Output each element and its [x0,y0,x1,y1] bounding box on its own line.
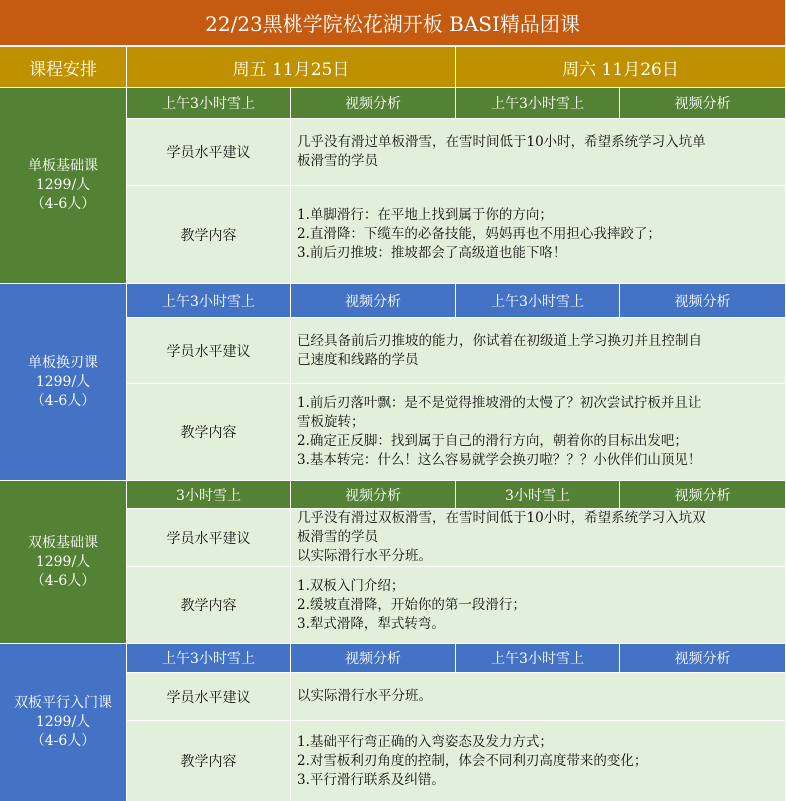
course-name: 双板基础课 [28,534,98,551]
content-text [291,721,786,801]
header-day-saturday: 周六 11月26日 [456,47,786,88]
text-line: 板滑雪的学员 [297,153,378,169]
course-price: 1299/人 [35,714,91,730]
text-line: 2.缓坡直滑降，开始你的第一段滑行； [297,596,526,613]
level-label: 学员水平建议 [127,318,291,384]
session-cell: 视频分析 [291,481,456,509]
level-text [291,318,786,384]
text-line: 板滑雪的学员 [297,529,378,545]
level-label: 学员水平建议 [127,509,291,567]
text-line: 1.单脚滑行：在平地上找到属于你的方向； [297,207,553,223]
session-cell: 上午3小时雪上 [456,284,620,318]
session-cell: 3小时雪上 [127,481,291,509]
header-schedule: 课程安排 [0,47,127,88]
text-line: 1.基础平行弯正确的入弯姿态及发力方式； [297,733,553,750]
text-line: 2.确定正反脚：找到属于自己的滑行方向，朝着你的目标出发吧； [297,433,688,449]
text-line: 已经具备前后刃推坡的能力，你试着在初级道上学习换刃并且控制自 [297,332,702,349]
session-cell: 视频分析 [620,481,786,509]
content-label: 教学内容 [127,567,291,644]
course-size: （4-6人） [30,196,96,212]
text-line: 雪板旋转； [297,414,365,430]
text-line: 3.犁式滑降，犁式转弯。 [297,615,445,632]
course-size: （4-6人） [30,572,96,589]
session-cell: 视频分析 [291,644,456,673]
course-name: 双板平行入门课 [14,695,112,711]
content-text [291,186,786,284]
text-line: 以实际滑行水平分班。 [297,548,432,564]
content-label: 教学内容 [127,384,291,481]
level-text [291,673,786,721]
session-cell: 视频分析 [291,284,456,318]
level-text [291,119,786,186]
text-line: 几乎没有滑过双板滑雪，在雪时间低于10小时，希望系统学习入坑双 [297,510,706,526]
session-cell: 上午3小时雪上 [127,284,291,318]
session-cell: 3小时雪上 [456,481,620,509]
level-label: 学员水平建议 [127,119,291,186]
session-cell: 上午3小时雪上 [127,644,291,673]
text-line: 3.平行滑行联系及纠错。 [297,771,445,788]
header-day-friday: 周五 11月25日 [127,47,456,88]
content-label: 教学内容 [127,721,291,801]
session-cell: 视频分析 [291,88,456,119]
text-line: 以实际滑行水平分班。 [297,688,432,704]
level-label: 学员水平建议 [127,673,291,721]
course-size: （4-6人） [30,733,96,749]
course-price: 1299/人 [35,373,91,390]
course-ski-parallel [0,644,127,801]
course-price: 1299/人 [35,553,91,570]
text-line: 1.双板入门介绍； [297,577,405,594]
session-cell: 视频分析 [620,284,786,318]
text-line: 几乎没有滑过单板滑雪，在雪时间低于10小时，希望系统学习入坑单 [297,134,706,150]
course-name: 单板基础课 [28,158,98,174]
level-text [291,509,786,567]
session-cell: 视频分析 [620,644,786,673]
course-snowboard-basic [0,88,127,284]
content-label: 教学内容 [127,186,291,284]
text-line: 3.基本转完：什么！这么容易就学会换刃啦？？？小伙伴们山顶见！ [297,452,702,468]
table-title: 22/23黑桃学院松花湖开板 BASI精品团课 [0,0,786,47]
course-size: （4-6人） [30,392,96,409]
session-cell: 上午3小时雪上 [127,88,291,119]
course-name: 单板换刃课 [28,354,98,371]
text-line: 3.前后刃推坡：推坡都会了高级道也能下咯！ [297,245,567,261]
content-text [291,384,786,481]
course-snowboard-turn [0,284,127,481]
text-line: 己速度和线路的学员 [297,351,419,368]
content-text [291,567,786,644]
course-ski-basic [0,481,127,644]
session-cell: 上午3小时雪上 [456,644,620,673]
text-line: 2.直滑降：下缆车的必备技能，妈妈再也不用担心我摔跤了； [297,226,661,242]
session-cell: 视频分析 [620,88,786,119]
session-cell: 上午3小时雪上 [456,88,620,119]
course-price: 1299/人 [35,177,91,193]
text-line: 1.前后刃落叶飘：是不是觉得推坡滑的太慢了？初次尝试拧板并且让 [297,395,702,411]
text-line: 2.对雪板利刃角度的控制，体会不同利刃高度带来的变化； [297,752,648,769]
